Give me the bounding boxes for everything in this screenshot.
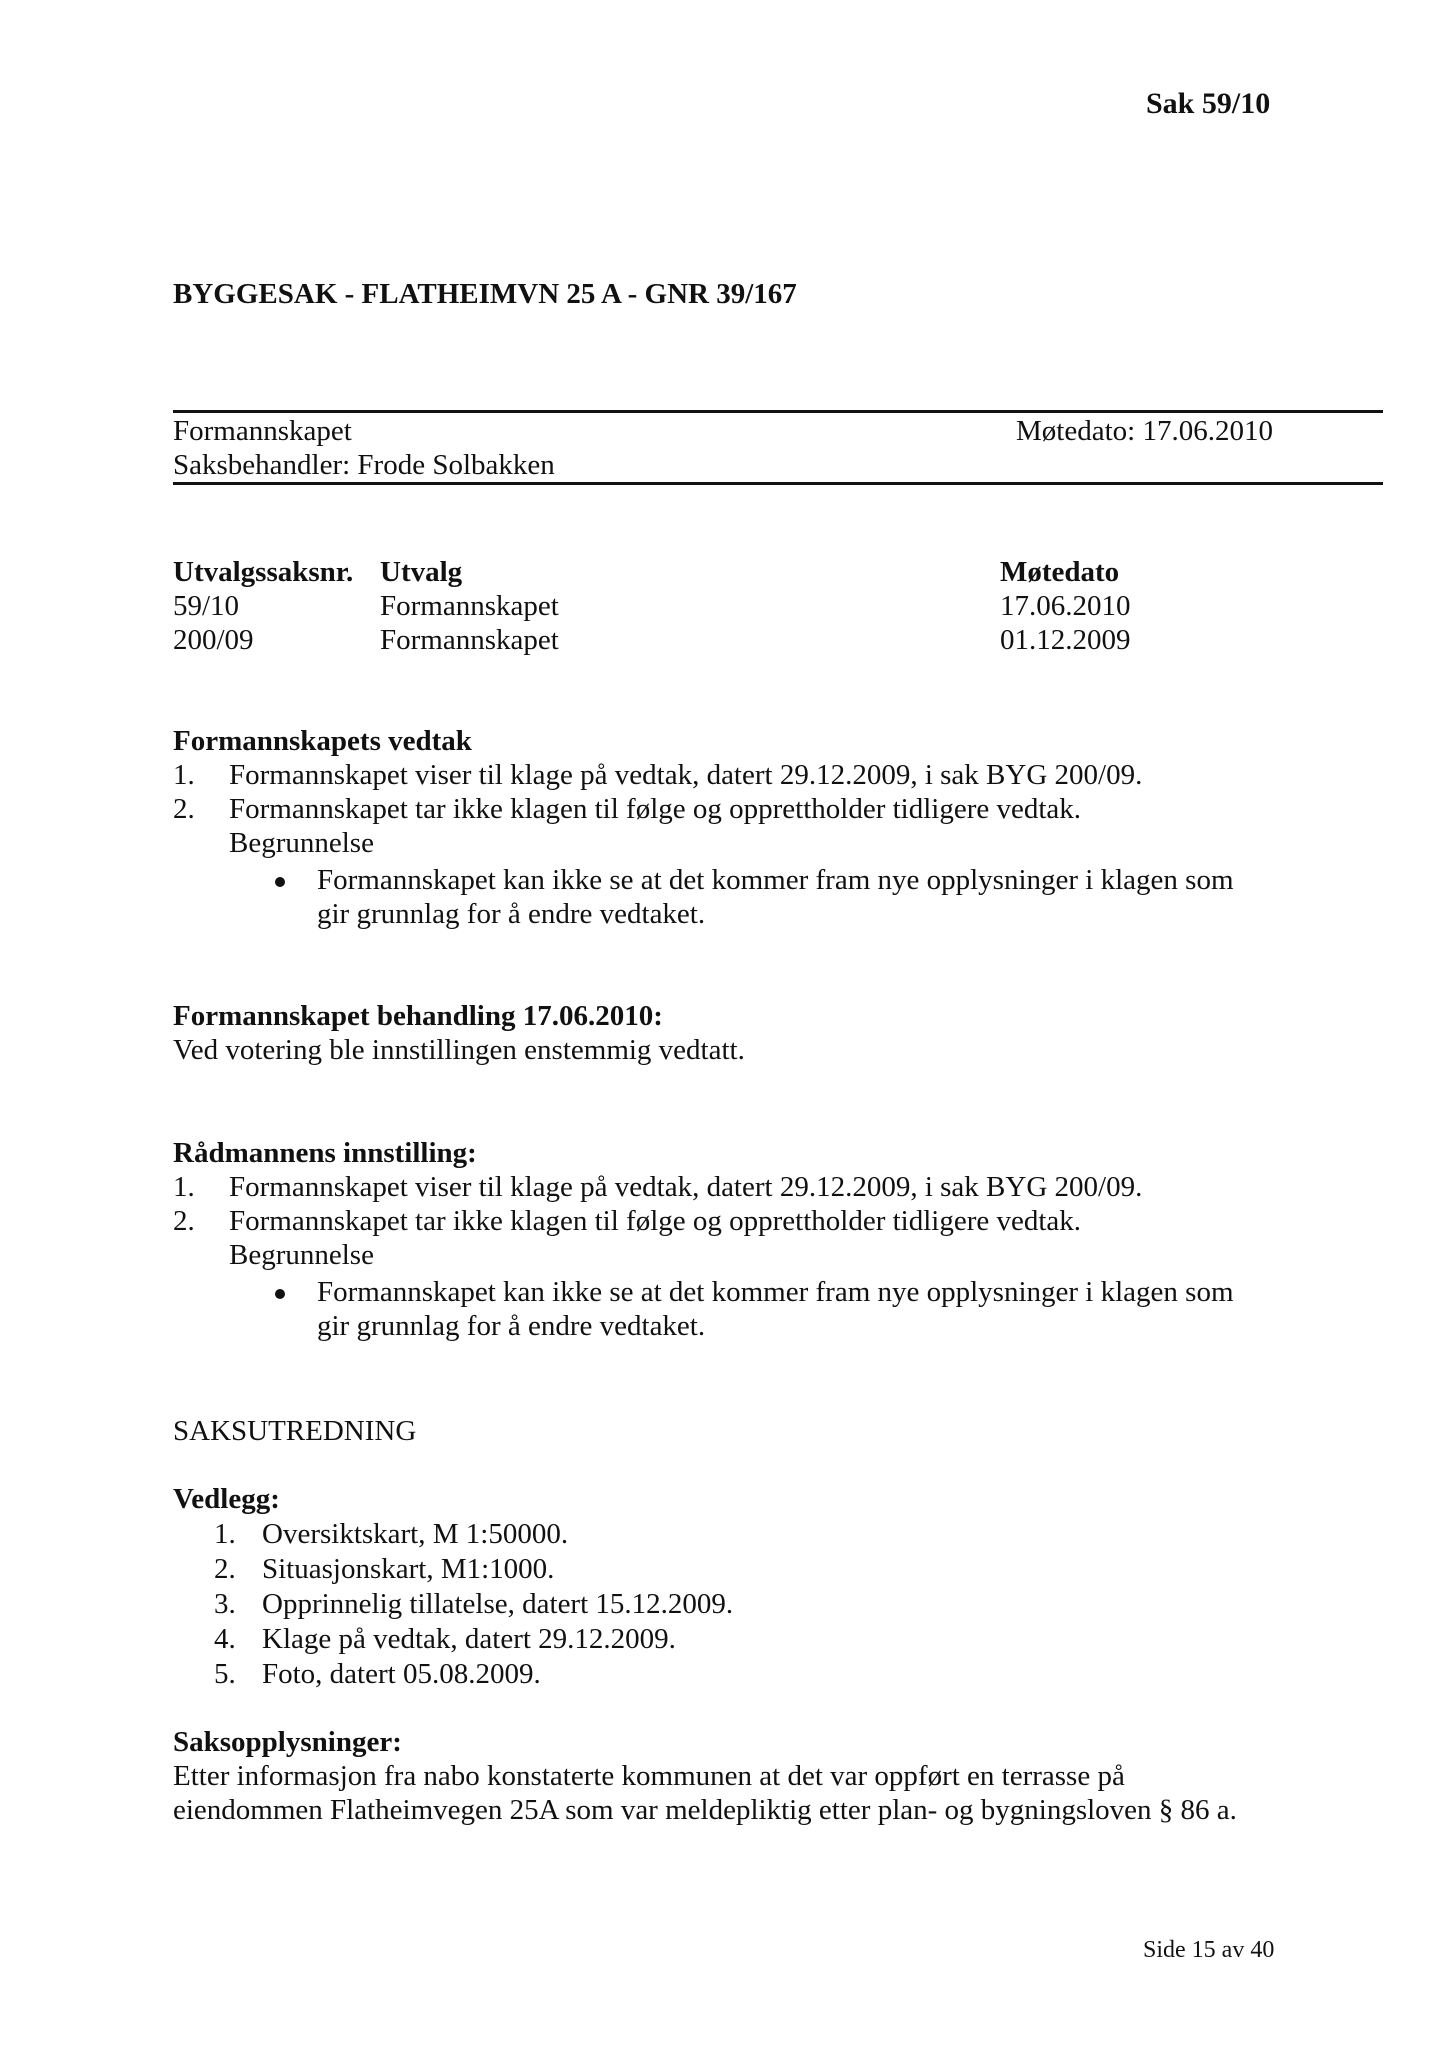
table-cell: Formannskapet [380,590,559,622]
table-header-meeting-date: Møtedato [1000,556,1120,588]
table-cell: Formannskapet [380,624,559,656]
case-officer: Saksbehandler: Frode Solbakken [173,449,555,481]
list-item: Formannskapet tar ikke klagen til følge og opprettholder tidligere vedtak. [229,1205,1082,1237]
page-number: Side 15 av 40 [1143,1937,1275,1963]
bottom-rule [173,482,1383,485]
attachment-item: Klage på vedtak, datert 29.12.2009. [262,1623,676,1655]
table-cell: 59/10 [173,590,240,622]
attachment-item: Foto, datert 05.08.2009. [262,1658,541,1690]
top-rule [173,410,1383,413]
facts-text: Etter informasjon fra nabo konstaterte kommunen at det var oppført en terrasse på [173,1760,1125,1792]
reason-label: Begrunnelse [229,1239,374,1271]
list-number: 2. [214,1553,236,1585]
investigation-heading: SAKSUTREDNING [173,1415,417,1447]
attachments-heading: Vedlegg: [173,1483,280,1515]
meeting-date: Møtedato: 17.06.2010 [1016,415,1273,447]
list-item: Formannskapet tar ikke klagen til følge og opprettholder tidligere vedtak. [229,793,1082,825]
list-item: Formannskapet viser til klage på vedtak, datert 29.12.2009, i sak BYG 200/09. [229,759,1143,791]
treatment-heading: Formannskapet behandling 17.06.2010: [173,1000,663,1032]
list-number: 1. [173,1171,195,1203]
document-title: BYGGESAK - FLATHEIMVN 25 A - GNR 39/167 [173,278,797,310]
list-item: Formannskapet viser til klage på vedtak, datert 29.12.2009, i sak BYG 200/09. [229,1171,1143,1203]
table-header-committee: Utvalg [380,556,463,588]
decision-heading: Formannskapets vedtak [173,725,472,757]
committee-name: Formannskapet [173,415,352,447]
list-number: 3. [214,1588,236,1620]
list-number: 4. [214,1623,236,1655]
list-number: 5. [214,1658,236,1690]
table-cell: 01.12.2009 [1000,624,1131,656]
case-reference: Sak 59/10 [1146,87,1271,120]
recommendation-heading: Rådmannens innstilling: [173,1137,477,1169]
list-number: 1. [173,759,195,791]
attachment-item: Oversiktskart, M 1:50000. [262,1518,569,1550]
attachment-item: Opprinnelig tillatelse, datert 15.12.2009. [262,1588,734,1620]
reason-text: gir grunnlag for å endre vedtaket. [317,898,706,930]
table-header-case-number: Utvalgssaksnr. [173,556,354,588]
treatment-text: Ved votering ble innstillingen enstemmig vedtatt. [173,1034,745,1066]
list-number: 2. [173,793,195,825]
facts-heading: Saksopplysninger: [173,1726,402,1758]
bullet-icon [275,1289,285,1299]
table-cell: 17.06.2010 [1000,590,1131,622]
attachment-item: Situasjonskart, M1:1000. [262,1553,555,1585]
facts-text: eiendommen Flatheimvegen 25A som var meldepliktig etter plan- og bygningsloven § 86 a. [173,1794,1237,1826]
reason-text: gir grunnlag for å endre vedtaket. [317,1310,706,1342]
list-number: 1. [214,1518,236,1550]
table-cell: 200/09 [173,624,254,656]
bullet-icon [275,877,285,887]
reason-text: Formannskapet kan ikke se at det kommer fram nye opplysninger i klagen som [317,864,1234,896]
list-number: 2. [173,1205,195,1237]
reason-text: Formannskapet kan ikke se at det kommer fram nye opplysninger i klagen som [317,1276,1234,1308]
reason-label: Begrunnelse [229,827,374,859]
